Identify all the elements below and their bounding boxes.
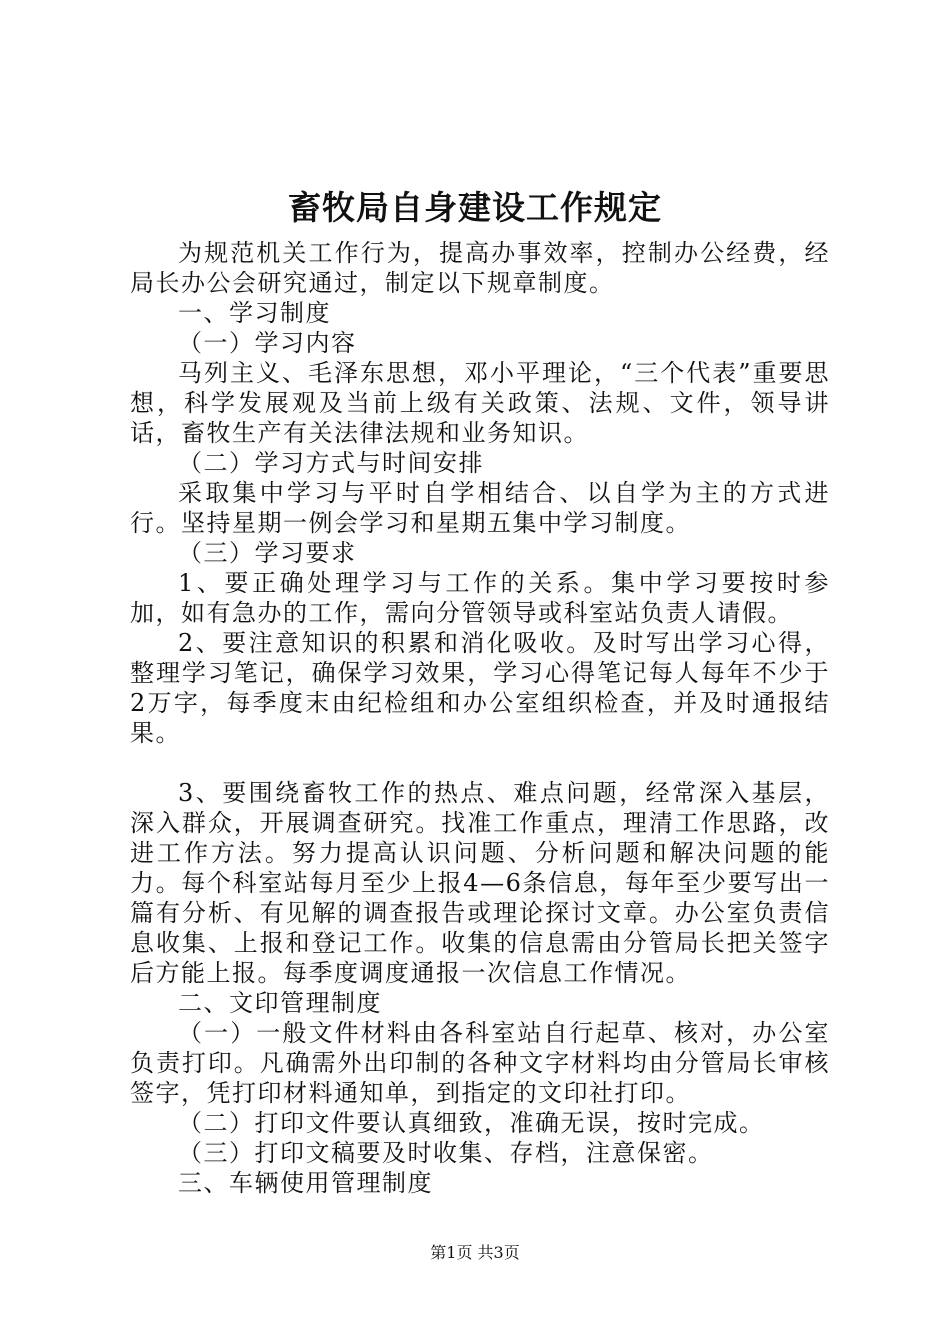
heading-vehicle-system: 三、车辆使用管理制度 [178,1169,433,1197]
paragraph-printing-3: （三）打印文稿要及时收集、存档，注意保密。 [178,1139,714,1167]
document-title: 畜牧局自身建设工作规定 [288,188,662,227]
paragraph-requirement-2: 2、要注意知识的积累和消化吸收。及时写出学习心得，整理学习笔记，确保学习效果，学习心得笔记每人每年不少于2万字，每季度末由纪检组和办公室组织检查，并及时通报结果。 [130,629,830,747]
page-number-footer: 第1页 共3页 [430,1243,520,1262]
paragraph-intro: 为规范机关工作行为，提高办事效率，控制办公经费，经局长办公会研究通过，制定以下规章制度。 [130,239,830,297]
heading-printing-system: 二、文印管理制度 [178,989,382,1017]
heading-study-system: 一、学习制度 [178,299,331,327]
paragraph-printing-1: （一）一般文件材料由各科室站自行起草、核对，办公室负责打印。凡确需外出印制的各种文字材料均由分管局长审核签字，凭打印材料通知单，到指定的文印社打印。 [130,1019,830,1107]
paragraph-study-method: 采取集中学习与平时自学相结合、以自学为主的方式进行。坚持星期一例会学习和星期五集中学习制度。 [130,479,830,537]
paragraph-requirement-1: 1、要正确处理学习与工作的关系。集中学习要按时参加，如有急办的工作，需向分管领导或科室站负责人请假。 [130,569,830,627]
subheading-study-content: （一）学习内容 [178,329,357,357]
subheading-study-requirements: （三）学习要求 [178,539,357,567]
subheading-study-method: （二）学习方式与时间安排 [178,449,484,477]
document-body [130,238,830,1198]
paragraph-printing-2: （二）打印文件要认真细致，准确无误，按时完成。 [178,1109,765,1137]
paragraph-study-content: 马列主义、毛泽东思想，邓小平理论，“三个代表”重要思想，科学发展观及当前上级有关政策、法规、文件，领导讲话，畜牧生产有关法律法规和业务知识。 [130,359,830,447]
paragraph-requirement-3: 3、要围绕畜牧工作的热点、难点问题，经常深入基层，深入群众，开展调查研究。找准工作重点，理清工作思路，改进工作方法。努力提高认识问题、分析问题和解决问题的能力。每个科室站每月至少上报4—6条信息，每年至少要写出一篇有分析、有见解的调查报告或理论探讨文章。办公室负责信息收集、上报和登记工作。收集的信息需由分管局长把关签字后方能上报。每季度调度通报一次信息工作情况。 [130,779,830,987]
